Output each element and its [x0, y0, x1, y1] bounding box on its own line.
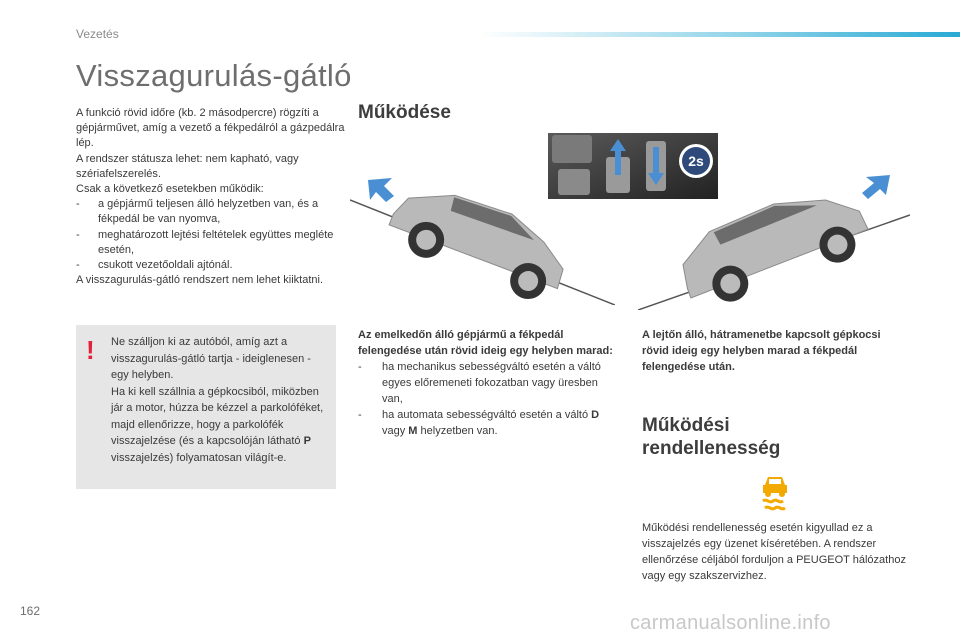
warning-exclamation-icon: ! — [86, 335, 95, 365]
section-label: Vezetés — [76, 27, 119, 41]
uphill-caption — [358, 327, 613, 439]
warning-paragraph: Ha ki kell szállnia a gépkocsiból, miközben jár a motor, húzza be kézzel a parkolóféket, majd ellenőrizze, hogy a parkolófék visszajelzése (és a kapcsolóján látható P visszajelzés) folyamatosan világít-e. — [111, 385, 324, 464]
list-item: - ha automata sebességváltó esetén a váltó D vagy M helyzetben van. — [358, 409, 600, 437]
intro-paragraph: A visszagurulás-gátló rendszert nem lehet kiiktatni. — [76, 274, 324, 287]
page-number: 162 — [20, 604, 41, 618]
skid-warning-icon — [757, 471, 793, 511]
watermark: carmanualsonline.info — [630, 612, 831, 634]
arrow-left-icon — [368, 178, 394, 202]
operation-heading: Működése — [358, 102, 451, 123]
warning-paragraph: Ne szálljon ki az autóból, amíg azt a visszagurulás-gátló tartja - ideiglenesen - egy helyben. — [111, 336, 311, 381]
list-item: - meghatározott lejtési feltételek együttes megléte esetén, — [76, 228, 334, 256]
page-title: Visszagurulás-gátló — [76, 58, 352, 93]
malfunction-heading: Működési rendellenesség — [642, 415, 781, 459]
car-uphill-illustration — [350, 170, 615, 305]
header-accent-bar — [480, 32, 960, 37]
warning-text — [111, 334, 331, 466]
timer-badge: 2s — [688, 153, 704, 169]
intro-text — [76, 106, 346, 288]
list-item: - a gépjármű teljesen álló helyzetben van, és a fékpedál be van nyomva, — [76, 198, 319, 226]
list-item: - csukott vezetőoldali ajtónál. — [76, 259, 233, 272]
car-downhill-illustration — [638, 165, 910, 310]
list-item: - ha mechanikus sebességváltó esetén a váltó egyes előremeneti fokozatban vagy üresben van, — [358, 361, 601, 405]
downhill-caption: A lejtőn álló, hátramenetbe kapcsolt gépkocsi rövid ideig egy helyben marad a fékpedál felengedése után. — [642, 329, 881, 373]
intro-paragraph: Csak a következő esetekben működik: — [76, 183, 264, 196]
intro-paragraph: A rendszer státusza lehet: nem kapható, vagy szériafelszerelés. — [76, 152, 299, 180]
arrow-right-icon — [862, 175, 890, 199]
uphill-caption-title: Az emelkedőn álló gépjármű a fékpedál felengedése után rövid ideig egy helyben marad: — [358, 329, 613, 357]
malfunction-text: Működési rendellenesség esetén kigyullad ez a visszajelzés egy üzenet kíséretében. A rendszer ellenőrzése céljából forduljon a PEUGEOT hálózathoz vagy egy szakszervizhez. — [642, 522, 906, 582]
intro-paragraph: A funkció rövid időre (kb. 2 másodpercre) rögzíti a gépjárművet, amíg a vezető a fékpedálról a gázpedálra lép. — [76, 107, 345, 150]
